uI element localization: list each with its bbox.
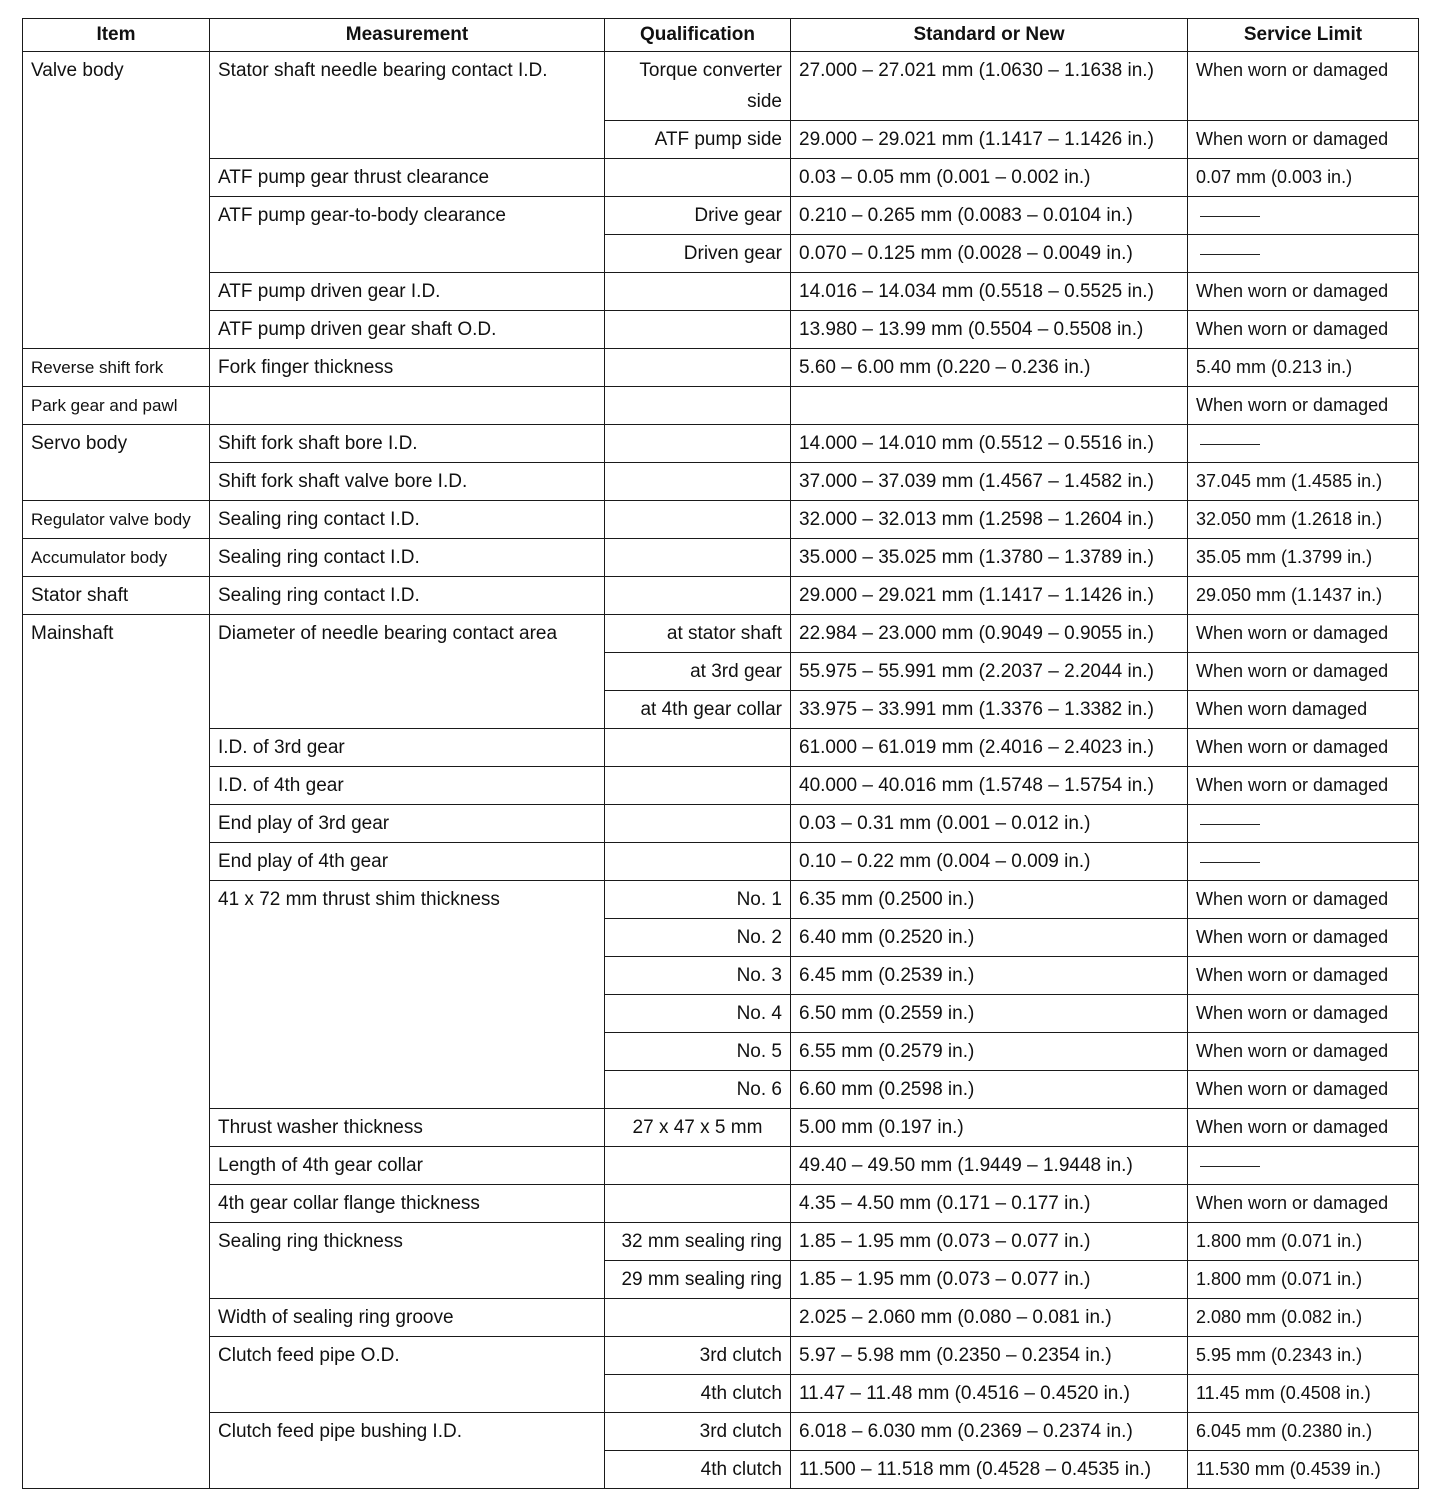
qualification-cell [605,425,791,463]
limit-cell: When worn or damaged [1188,121,1419,159]
limit-cell: When worn or damaged [1188,615,1419,653]
limit-cell-dash [1188,197,1419,235]
measurement-cell: I.D. of 3rd gear [210,729,605,767]
table-row [23,425,1419,463]
limit-cell: When worn or damaged [1188,311,1419,349]
qualification-cell: 32 mm sealing ring [605,1223,791,1261]
dash-mark [1200,862,1260,863]
item-cell: Reverse shift fork [23,349,210,387]
measurement-cell: 41 x 72 mm thrust shim thickness [210,881,605,1109]
standard-cell: 0.210 – 0.265 mm (0.0083 – 0.0104 in.) [791,197,1188,235]
table-row [23,197,1419,235]
standard-cell: 40.000 – 40.016 mm (1.5748 – 1.5754 in.) [791,767,1188,805]
qualification-cell [605,273,791,311]
table-row [23,387,1419,425]
qualification-cell: 29 mm sealing ring [605,1261,791,1299]
standard-cell: 1.85 – 1.95 mm (0.073 – 0.077 in.) [791,1261,1188,1299]
item-cell: Stator shaft [23,577,210,615]
qualification-cell [605,501,791,539]
qualification-cell: at 4th gear collar [605,691,791,729]
limit-cell: When worn or damaged [1188,1109,1419,1147]
table-row [23,311,1419,349]
measurement-cell: Sealing ring thickness [210,1223,605,1299]
standard-cell: 6.35 mm (0.2500 in.) [791,881,1188,919]
limit-cell: 5.40 mm (0.213 in.) [1188,349,1419,387]
limit-cell-dash [1188,805,1419,843]
limit-cell: 32.050 mm (1.2618 in.) [1188,501,1419,539]
standard-cell: 61.000 – 61.019 mm (2.4016 – 2.4023 in.) [791,729,1188,767]
qualification-cell [605,387,791,425]
table-row [23,843,1419,881]
limit-cell: 1.800 mm (0.071 in.) [1188,1223,1419,1261]
item-cell: Valve body [23,52,210,349]
table-row [23,881,1419,919]
qualification-cell: 27 x 47 x 5 mm [605,1109,791,1147]
standard-cell [791,387,1188,425]
standard-cell: 2.025 – 2.060 mm (0.080 – 0.081 in.) [791,1299,1188,1337]
measurement-cell: Width of sealing ring groove [210,1299,605,1337]
limit-cell: 35.05 mm (1.3799 in.) [1188,539,1419,577]
dash-mark [1200,1166,1260,1167]
standard-cell: 11.47 – 11.48 mm (0.4516 – 0.4520 in.) [791,1375,1188,1413]
limit-cell: When worn or damaged [1188,881,1419,919]
standard-cell: 0.03 – 0.31 mm (0.001 – 0.012 in.) [791,805,1188,843]
measurement-cell: Shift fork shaft bore I.D. [210,425,605,463]
standard-cell: 27.000 – 27.021 mm (1.0630 – 1.1638 in.) [791,52,1188,121]
qualification-cell: at 3rd gear [605,653,791,691]
header-qualification: Qualification [605,19,791,52]
qualification-cell [605,1299,791,1337]
qualification-cell [605,311,791,349]
limit-cell-dash [1188,235,1419,273]
measurement-cell: I.D. of 4th gear [210,767,605,805]
standard-cell: 6.40 mm (0.2520 in.) [791,919,1188,957]
standard-cell: 6.50 mm (0.2559 in.) [791,995,1188,1033]
header-service-limit: Service Limit [1188,19,1419,52]
item-cell: Park gear and pawl [23,387,210,425]
limit-cell: When worn or damaged [1188,729,1419,767]
standard-cell: 35.000 – 35.025 mm (1.3780 – 1.3789 in.) [791,539,1188,577]
limit-cell: When worn or damaged [1188,273,1419,311]
limit-cell: 6.045 mm (0.2380 in.) [1188,1413,1419,1451]
measurement-cell: Sealing ring contact I.D. [210,501,605,539]
standard-cell: 14.016 – 14.034 mm (0.5518 – 0.5525 in.) [791,273,1188,311]
table-row [23,463,1419,501]
limit-cell: When worn or damaged [1188,1185,1419,1223]
limit-cell: 1.800 mm (0.071 in.) [1188,1261,1419,1299]
qualification-cell: 3rd clutch [605,1413,791,1451]
limit-cell: When worn or damaged [1188,767,1419,805]
standard-cell: 4.35 – 4.50 mm (0.171 – 0.177 in.) [791,1185,1188,1223]
qualification-cell: 4th clutch [605,1375,791,1413]
header-standard: Standard or New [791,19,1188,52]
item-cell: Regulator valve body [23,501,210,539]
limit-cell-dash [1188,1147,1419,1185]
measurement-cell: Clutch feed pipe bushing I.D. [210,1413,605,1489]
header-measurement: Measurement [210,19,605,52]
qualification-cell: ATF pump side [605,121,791,159]
measurement-cell: Length of 4th gear collar [210,1147,605,1185]
table-row [23,729,1419,767]
table-row [23,805,1419,843]
measurement-cell: Stator shaft needle bearing contact I.D. [210,52,605,159]
table-row [23,1223,1419,1261]
measurement-cell: 4th gear collar flange thickness [210,1185,605,1223]
standard-cell: 55.975 – 55.991 mm (2.2037 – 2.2044 in.) [791,653,1188,691]
table-row [23,539,1419,577]
measurement-cell: ATF pump gear thrust clearance [210,159,605,197]
dash-mark [1200,824,1260,825]
standard-cell: 49.40 – 49.50 mm (1.9449 – 1.9448 in.) [791,1147,1188,1185]
table-row [23,615,1419,653]
measurement-cell: Shift fork shaft valve bore I.D. [210,463,605,501]
standard-cell: 5.97 – 5.98 mm (0.2350 – 0.2354 in.) [791,1337,1188,1375]
qualification-cell [605,577,791,615]
table-row [23,159,1419,197]
limit-cell: When worn or damaged [1188,957,1419,995]
dash-mark [1200,444,1260,445]
header-row [23,19,1419,52]
limit-cell-dash [1188,843,1419,881]
table-row [23,1147,1419,1185]
measurement-cell: Sealing ring contact I.D. [210,539,605,577]
qualification-cell: 4th clutch [605,1451,791,1489]
standard-cell: 6.55 mm (0.2579 in.) [791,1033,1188,1071]
limit-cell: When worn or damaged [1188,653,1419,691]
standard-cell: 0.10 – 0.22 mm (0.004 – 0.009 in.) [791,843,1188,881]
qualification-cell: No. 4 [605,995,791,1033]
standard-cell: 29.000 – 29.021 mm (1.1417 – 1.1426 in.) [791,121,1188,159]
qualification-cell: Drive gear [605,197,791,235]
standard-cell: 0.070 – 0.125 mm (0.0028 – 0.0049 in.) [791,235,1188,273]
standard-cell: 13.980 – 13.99 mm (0.5504 – 0.5508 in.) [791,311,1188,349]
table-row [23,1185,1419,1223]
qualification-cell: No. 5 [605,1033,791,1071]
limit-cell: When worn damaged [1188,691,1419,729]
dash-mark [1200,216,1260,217]
limit-cell: 37.045 mm (1.4585 in.) [1188,463,1419,501]
measurement-cell: Fork finger thickness [210,349,605,387]
measurement-cell: ATF pump gear-to-body clearance [210,197,605,273]
qualification-cell [605,767,791,805]
limit-cell: When worn or damaged [1188,387,1419,425]
limit-cell: 11.45 mm (0.4508 in.) [1188,1375,1419,1413]
qualification-cell [605,539,791,577]
limit-cell: 29.050 mm (1.1437 in.) [1188,577,1419,615]
qualification-cell: No. 3 [605,957,791,995]
limit-cell: When worn or damaged [1188,995,1419,1033]
qualification-cell: No. 6 [605,1071,791,1109]
standard-cell: 32.000 – 32.013 mm (1.2598 – 1.2604 in.) [791,501,1188,539]
limit-cell: When worn or damaged [1188,1071,1419,1109]
standard-cell: 6.018 – 6.030 mm (0.2369 – 0.2374 in.) [791,1413,1188,1451]
limit-cell: When worn or damaged [1188,52,1419,121]
qualification-cell [605,349,791,387]
table-row [23,1337,1419,1375]
measurement-cell: Diameter of needle bearing contact area [210,615,605,729]
table-row [23,349,1419,387]
qualification-cell: Driven gear [605,235,791,273]
standard-cell: 5.00 mm (0.197 in.) [791,1109,1188,1147]
standard-cell: 37.000 – 37.039 mm (1.4567 – 1.4582 in.) [791,463,1188,501]
measurement-cell: Sealing ring contact I.D. [210,577,605,615]
table-row [23,273,1419,311]
qualification-cell [605,1185,791,1223]
measurement-cell: End play of 4th gear [210,843,605,881]
qualification-cell: No. 2 [605,919,791,957]
qualification-cell: at stator shaft [605,615,791,653]
qualification-cell: No. 1 [605,881,791,919]
standard-cell: 14.000 – 14.010 mm (0.5512 – 0.5516 in.) [791,425,1188,463]
dash-mark [1200,254,1260,255]
standard-cell: 1.85 – 1.95 mm (0.073 – 0.077 in.) [791,1223,1188,1261]
table-row [23,1413,1419,1451]
standard-cell: 6.45 mm (0.2539 in.) [791,957,1188,995]
measurement-cell: ATF pump driven gear I.D. [210,273,605,311]
standard-cell: 22.984 – 23.000 mm (0.9049 – 0.9055 in.) [791,615,1188,653]
limit-cell: When worn or damaged [1188,919,1419,957]
item-cell: Accumulator body [23,539,210,577]
qualification-cell [605,463,791,501]
measurement-cell: End play of 3rd gear [210,805,605,843]
standard-cell: 0.03 – 0.05 mm (0.001 – 0.002 in.) [791,159,1188,197]
limit-cell: When worn or damaged [1188,1033,1419,1071]
measurement-cell: ATF pump driven gear shaft O.D. [210,311,605,349]
standard-cell: 33.975 – 33.991 mm (1.3376 – 1.3382 in.) [791,691,1188,729]
table-row [23,1109,1419,1147]
table-row [23,501,1419,539]
limit-cell: 0.07 mm (0.003 in.) [1188,159,1419,197]
header-item: Item [23,19,210,52]
measurement-cell [210,387,605,425]
measurement-cell: Clutch feed pipe O.D. [210,1337,605,1413]
standard-cell: 29.000 – 29.021 mm (1.1417 – 1.1426 in.) [791,577,1188,615]
limit-cell-dash [1188,425,1419,463]
measurement-cell: Thrust washer thickness [210,1109,605,1147]
qualification-cell [605,843,791,881]
qualification-cell [605,159,791,197]
qualification-cell: 3rd clutch [605,1337,791,1375]
item-cell: Mainshaft [23,615,210,1489]
qualification-cell [605,805,791,843]
limit-cell: 2.080 mm (0.082 in.) [1188,1299,1419,1337]
item-cell: Servo body [23,425,210,501]
table-row [23,1299,1419,1337]
spec-table [22,18,1419,1489]
table-row [23,577,1419,615]
standard-cell: 5.60 – 6.00 mm (0.220 – 0.236 in.) [791,349,1188,387]
table-row [23,767,1419,805]
limit-cell: 5.95 mm (0.2343 in.) [1188,1337,1419,1375]
standard-cell: 6.60 mm (0.2598 in.) [791,1071,1188,1109]
qualification-cell [605,729,791,767]
qualification-cell: Torque converter side [605,52,791,121]
standard-cell: 11.500 – 11.518 mm (0.4528 – 0.4535 in.) [791,1451,1188,1489]
table-row [23,52,1419,121]
limit-cell: 11.530 mm (0.4539 in.) [1188,1451,1419,1489]
qualification-cell [605,1147,791,1185]
